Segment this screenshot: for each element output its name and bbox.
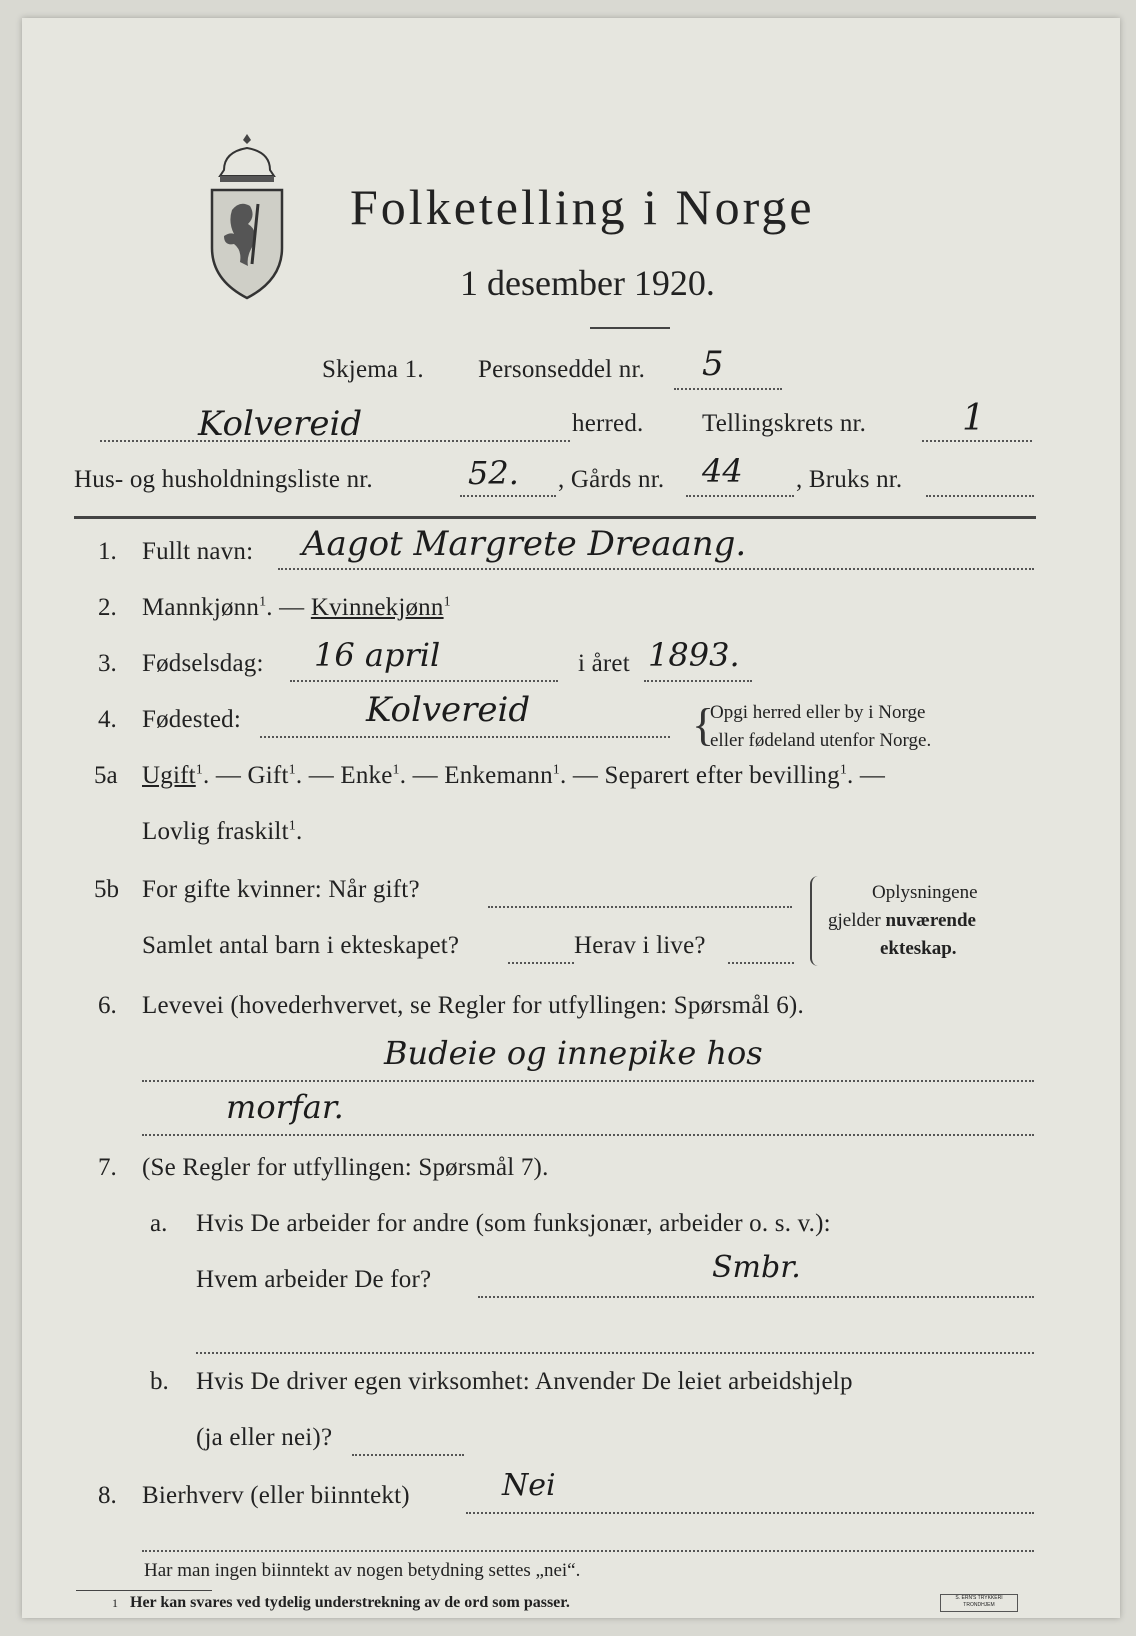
q7b-label2: (ja eller nei)? <box>196 1424 333 1451</box>
q4-number: 4. <box>98 706 117 733</box>
q7a-label2: Hvem arbeider De for? <box>196 1266 432 1293</box>
q4-note-1: Opgi herred eller by i Norge <box>710 702 926 723</box>
q3-year-value: 1893. <box>648 636 740 674</box>
q5a-line1: Ugift$^1$. — Gift$^1$. — Enke$^1$. — Enkemann$^1$. — Separert efter bevilling$^1$. — <box>142 762 886 789</box>
norway-coat-of-arms-icon <box>202 130 292 302</box>
q5a-number: 5a <box>94 762 118 789</box>
footer-note: Har man ingen biinntekt av nogen betydning settes „nei“. <box>144 1560 581 1581</box>
q4-brace: { <box>692 699 715 750</box>
q5b-note-1: Oplysningene <box>872 882 978 903</box>
gards-line <box>686 495 794 497</box>
q3-number: 3. <box>98 650 117 677</box>
q8-line-2 <box>142 1550 1034 1552</box>
form-title: Folketelling i Norge <box>350 179 815 235</box>
q6-line-1 <box>142 1080 1034 1082</box>
q1-number: 1. <box>98 538 117 565</box>
q2-male: Mannkjønn <box>142 594 260 621</box>
q5b-line3 <box>728 962 794 964</box>
personseddel-line <box>674 388 782 390</box>
herred-value: Kolvereid <box>198 404 363 444</box>
q5b-label1: For gifte kvinner: Når gift? <box>142 876 420 903</box>
bruks-label: , Bruks nr. <box>796 466 903 493</box>
q1-value: Aagot Margrete Dreaang. <box>302 524 747 564</box>
tellingskrets-value: 1 <box>962 398 985 439</box>
q6-number: 6. <box>98 992 117 1019</box>
skjema-label: Skjema 1. <box>322 356 424 383</box>
q5b-label2: Samlet antal barn i ekteskapet? <box>142 932 460 959</box>
q4-line <box>260 736 670 738</box>
q2-female: Kvinnekjønn <box>310 594 444 621</box>
q4-value: Kolvereid <box>366 690 531 730</box>
q4-label: Fødested: <box>142 706 242 733</box>
q7a-label: Hvis De arbeider for andre (som funksjonær, arbeider o. s. v.): <box>196 1210 831 1237</box>
bruks-line <box>926 495 1034 497</box>
q2-number: 2. <box>98 594 117 621</box>
q1-label: Fullt navn: <box>142 538 254 565</box>
hus-line <box>460 495 556 497</box>
hus-value: 52. <box>468 454 519 492</box>
q7-number: 7. <box>98 1154 117 1181</box>
q6-line-2 <box>142 1134 1034 1136</box>
q8-value: Nei <box>502 1468 556 1503</box>
q5b-note-3: ekteskap. <box>880 938 957 959</box>
tellingskrets-line <box>922 440 1032 442</box>
header-divider <box>74 516 1036 519</box>
q5b-brace <box>810 876 820 966</box>
q5a-ugift: Ugift <box>142 762 196 789</box>
q5b-line1 <box>488 906 792 908</box>
q2-text: Mannkjønn$^1$. — Kvinnekjønn$^1$ <box>142 594 451 621</box>
personseddel-label: Personseddel nr. <box>478 356 646 383</box>
q3-value: 16 april <box>314 636 441 674</box>
personseddel-value: 5 <box>702 344 724 384</box>
q5a-line2: Lovlig fraskilt$^1$. <box>142 818 303 845</box>
printer-stamp: S. ERN'S TRYKKERI TRONDHJEM <box>940 1594 1018 1612</box>
q1-line <box>278 568 1034 570</box>
q3-label: Fødselsdag: <box>142 650 264 677</box>
q5b-label3: Herav i live? <box>574 932 706 959</box>
tellingskrets-label: Tellingskrets nr. <box>702 410 867 437</box>
q3-year-line <box>644 680 752 682</box>
hus-label: Hus- og husholdningsliste nr. <box>74 466 373 493</box>
q3-line <box>290 680 558 682</box>
q4-note-2: eller fødeland utenfor Norge. <box>710 730 932 751</box>
q8-number: 8. <box>98 1482 117 1509</box>
q7a-line-2 <box>196 1352 1034 1354</box>
q2-sep: . — <box>266 594 311 621</box>
q7a-number: a. <box>150 1210 168 1237</box>
q5b-line2 <box>508 962 574 964</box>
census-form <box>22 18 1120 1618</box>
q5b-number: 5b <box>94 876 119 903</box>
q6-label: Levevei (hovederhvervet, se Regler for utfyllingen: Spørsmål 6). <box>142 992 804 1019</box>
q8-line-1 <box>466 1512 1034 1514</box>
q5b-note-2: gjelder nuværende <box>828 910 976 931</box>
gards-value: 44 <box>702 452 743 490</box>
title-divider <box>590 327 670 329</box>
gards-label: , Gårds nr. <box>558 466 665 493</box>
q7-label: (Se Regler for utfyllingen: Spørsmål 7). <box>142 1154 549 1181</box>
footnote: 1 Her kan svares ved tydelig understrekning av de ord som passer. <box>112 1594 570 1611</box>
q7b-number: b. <box>150 1368 169 1395</box>
q3-year-label: i året <box>578 650 630 677</box>
q7a-value: Smbr. <box>712 1250 801 1285</box>
q6-value-2: morfar. <box>226 1088 344 1126</box>
herred-label: herred. <box>572 410 644 437</box>
q7b-line <box>352 1454 464 1456</box>
q7a-line-1 <box>478 1296 1034 1298</box>
form-date: 1 desember 1920. <box>460 263 715 303</box>
q8-label: Bierhverv (eller biinntekt) <box>142 1482 410 1509</box>
footnote-divider <box>76 1590 212 1591</box>
q7b-label: Hvis De driver egen virksomhet: Anvender De leiet arbeidshjelp <box>196 1368 853 1395</box>
q6-value-1: Budeie og innepike hos <box>384 1034 763 1072</box>
